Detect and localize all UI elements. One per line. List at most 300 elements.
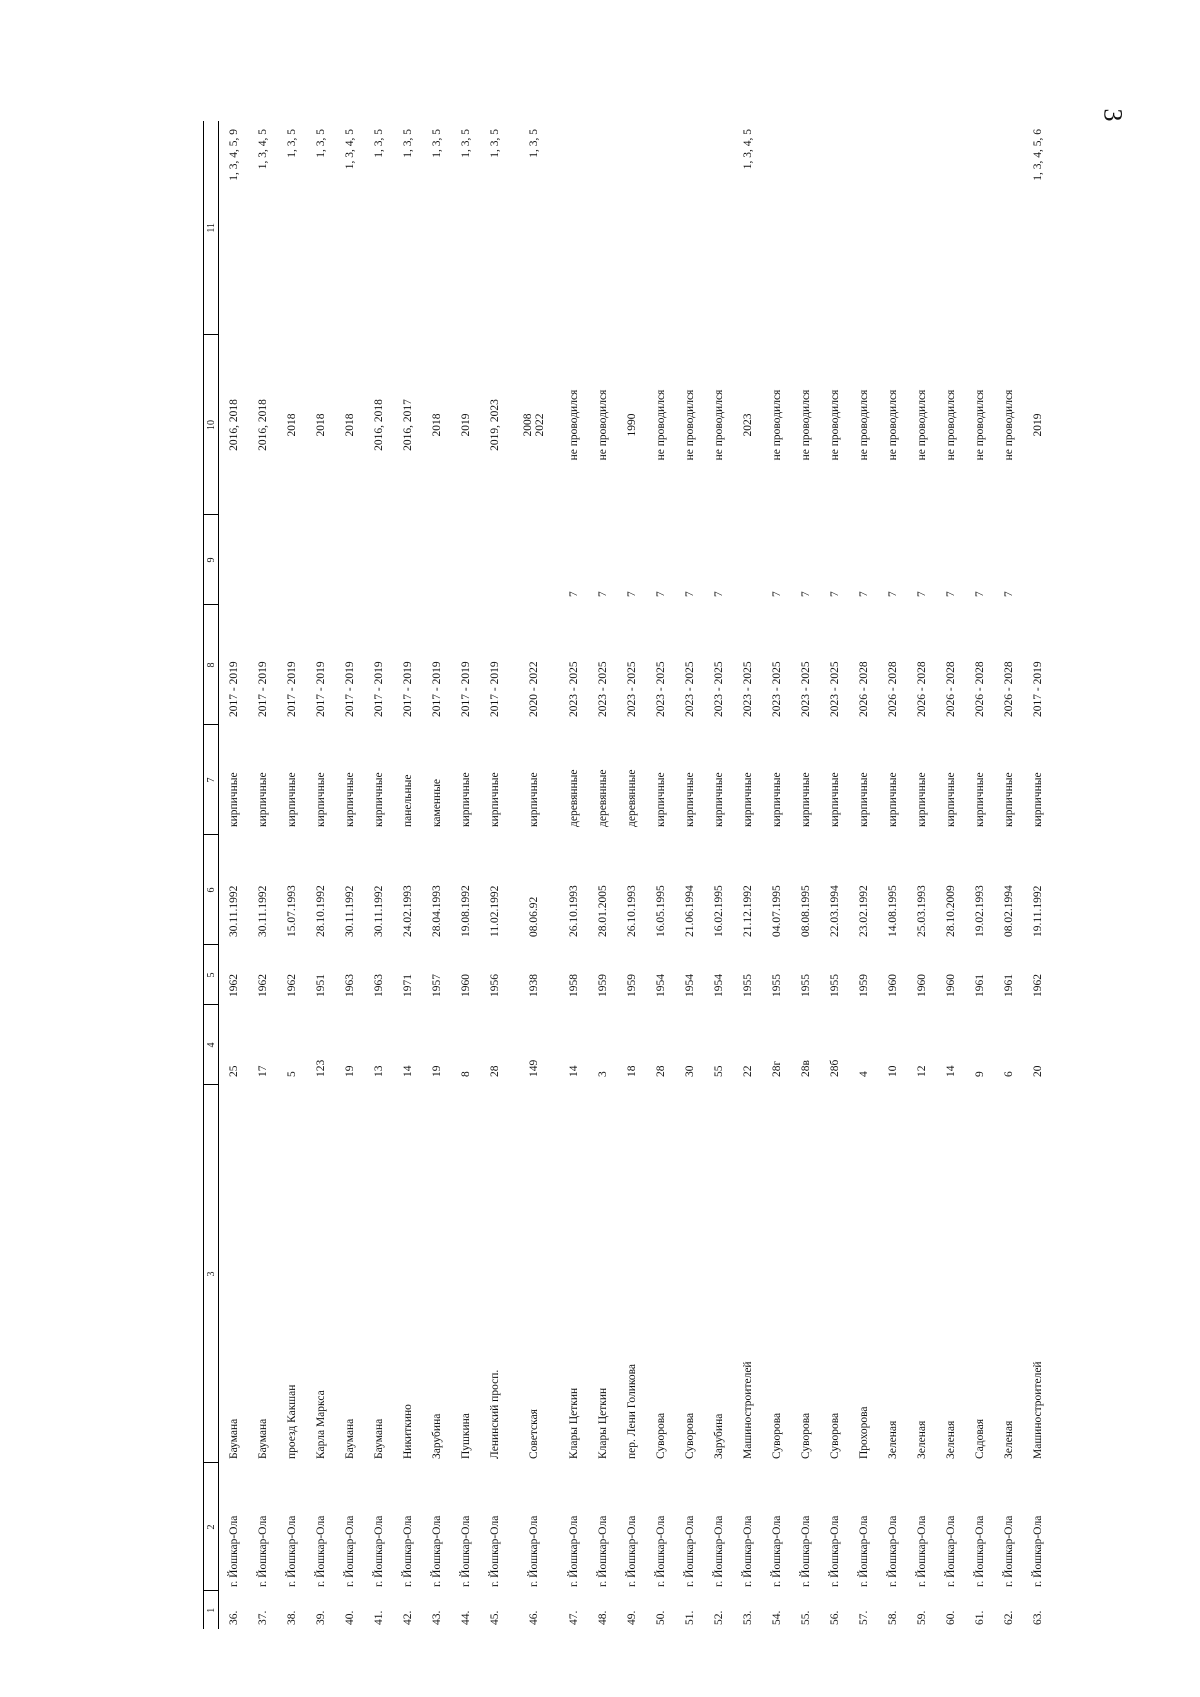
repair-period-cell: 2023 - 2025 — [828, 661, 841, 717]
build-year-cell: 1959 — [857, 974, 870, 997]
city-cell: г. Йошкар-Ола — [625, 1515, 638, 1587]
build-year-cell: 1955 — [770, 974, 783, 997]
date-cell: 19.11.1992 — [1031, 885, 1044, 937]
date-cell: 16.02.1995 — [712, 885, 725, 937]
city-cell: г. Йошкар-Ола — [828, 1515, 841, 1587]
line-part: 2022 — [534, 413, 546, 437]
last-repair-cell: 2016, 2018 — [372, 399, 385, 451]
repair-period-cell: 2023 - 2025 — [683, 661, 696, 717]
date-cell: 08.02.1994 — [1002, 885, 1015, 937]
table-row — [451, 121, 480, 1629]
column-header-9: 9 — [204, 515, 219, 605]
city-cell: г. Йошкар-Ола — [314, 1515, 327, 1587]
city-cell: г. Йошкар-Ола — [886, 1515, 899, 1587]
build-year-cell: 1955 — [741, 974, 754, 997]
last-repair-cell: 2018 — [343, 413, 356, 437]
wall-material-cell: кирпичные — [712, 772, 725, 827]
row-number: 50. — [654, 1610, 667, 1625]
work-types-cell: 1, 3, 4, 5, 6 — [1031, 129, 1044, 181]
house-number-cell: 22 — [741, 1065, 754, 1077]
street-cell: Карла Маркса — [314, 1390, 327, 1459]
rotated-table-container — [203, 121, 1044, 1629]
date-cell: 19.02.1993 — [973, 885, 986, 937]
wall-material-cell: кирпичные — [915, 772, 928, 827]
last-repair-cell — [509, 335, 559, 515]
city-cell: г. Йошкар-Ола — [770, 1515, 783, 1587]
table-row — [219, 121, 249, 1629]
wall-material-cell: деревянные — [625, 769, 638, 827]
city-cell: г. Йошкар-Ола — [741, 1515, 754, 1587]
city-cell: г. Йошкар-Ола — [973, 1515, 986, 1587]
build-year-cell: 1954 — [683, 974, 696, 997]
row-number: 55. — [799, 1610, 812, 1625]
table-row — [733, 121, 762, 1629]
house-number-cell: 28б — [828, 1059, 841, 1077]
repair-period-cell: 2017 - 2019 — [343, 661, 356, 717]
last-repair-cell: 2019 — [1031, 413, 1044, 437]
repair-period-cell: 2023 - 2025 — [799, 661, 812, 717]
row-number: 62. — [1002, 1610, 1015, 1625]
street-cell: Садовая — [973, 1418, 986, 1459]
city-cell: г. Йошкар-Ола — [712, 1515, 725, 1587]
repair-period-cell: 2023 - 2025 — [712, 661, 725, 717]
house-number-cell: 123 — [314, 1059, 327, 1077]
date-cell: 28.01.2005 — [596, 885, 609, 937]
date-cell: 26.10.1993 — [567, 885, 580, 937]
house-number-cell: 8 — [459, 1071, 472, 1077]
col9-cell: 7 — [944, 591, 957, 597]
wall-material-cell: кирпичные — [654, 772, 667, 827]
wall-material-cell: кирпичные — [227, 772, 240, 827]
city-cell: г. Йошкар-Ола — [430, 1515, 443, 1587]
house-number-cell: 9 — [973, 1071, 986, 1077]
wall-material-cell: деревянные — [596, 769, 609, 827]
date-cell: 19.08.1992 — [459, 885, 472, 937]
row-number: 51. — [683, 1610, 696, 1625]
col9-cell: 7 — [712, 591, 725, 597]
work-types-cell — [994, 121, 1023, 335]
row-number: 58. — [886, 1610, 899, 1625]
wall-material-cell: кирпичные — [770, 772, 783, 827]
col9-cell: 7 — [683, 591, 696, 597]
city-cell: г. Йошкар-Ола — [227, 1515, 240, 1587]
repair-period-cell: 2026 - 2028 — [915, 661, 928, 717]
street-cell: Клары Цеткин — [567, 1387, 580, 1459]
city-cell: г. Йошкар-Ола — [1031, 1515, 1044, 1587]
city-cell: г. Йошкар-Ола — [488, 1515, 501, 1587]
street-cell: Суворова — [770, 1412, 783, 1459]
repair-period-cell: 2023 - 2025 — [567, 661, 580, 717]
street-cell: Баумана — [372, 1418, 385, 1459]
table-row — [248, 121, 277, 1629]
table-row — [617, 121, 646, 1629]
city-cell: г. Йошкар-Ола — [915, 1515, 928, 1587]
build-year-cell: 1962 — [227, 974, 240, 997]
build-year-cell: 1958 — [567, 974, 580, 997]
last-repair-cell: не проводился — [915, 389, 928, 461]
build-year-cell: 1954 — [654, 974, 667, 997]
build-year-cell: 1962 — [1031, 974, 1044, 997]
col9-cell: 7 — [596, 591, 609, 597]
repair-period-cell: 2023 - 2025 — [625, 661, 638, 717]
col9-cell: 7 — [1002, 591, 1015, 597]
repair-period-cell: 2026 - 2028 — [944, 661, 957, 717]
table-row — [878, 121, 907, 1629]
wall-material-cell: кирпичные — [886, 772, 899, 827]
date-cell: 23.02.1992 — [857, 885, 870, 937]
city-cell: г. Йошкар-Ола — [256, 1515, 269, 1587]
work-types-cell: 1, 3, 5 — [528, 129, 540, 158]
house-number-cell: 28 — [488, 1065, 501, 1077]
table-row — [907, 121, 936, 1629]
work-types-cell — [704, 121, 733, 335]
column-header-11: 11 — [204, 121, 219, 335]
house-number-cell: 18 — [625, 1065, 638, 1077]
col9-cell: 7 — [625, 591, 638, 597]
wall-material-cell: кирпичные — [343, 772, 356, 827]
build-year-cell: 1962 — [256, 974, 269, 997]
repair-period-cell: 2026 - 2028 — [973, 661, 986, 717]
date-cell: 08.08.1995 — [799, 885, 812, 937]
city-cell: г. Йошкар-Ола — [459, 1515, 472, 1587]
table-row — [422, 121, 451, 1629]
col9-cell — [393, 515, 422, 605]
repair-period-cell: 2017 - 2019 — [227, 661, 240, 717]
street-cell: Зеленая — [1002, 1420, 1015, 1459]
work-types-cell: 1, 3, 5 — [372, 129, 385, 158]
table-row — [994, 121, 1023, 1629]
last-repair-cell: 2018 — [314, 413, 327, 437]
house-number-cell: 5 — [285, 1071, 298, 1077]
last-repair-cell: 2016, 2018 — [256, 399, 269, 451]
build-year-cell: 1960 — [886, 974, 899, 997]
col9-cell: 7 — [654, 591, 667, 597]
city-cell: г. Йошкар-Ола — [857, 1515, 870, 1587]
col9-cell — [335, 515, 364, 605]
build-year-cell: 1961 — [973, 974, 986, 997]
house-number-cell: 19 — [430, 1065, 443, 1077]
repair-period-cell: 2023 - 2025 — [654, 661, 667, 717]
wall-material-cell: каменные — [430, 778, 443, 827]
house-number-cell: 14 — [401, 1065, 414, 1077]
table-row — [559, 121, 588, 1629]
street-cell: Советская — [528, 1409, 540, 1459]
house-number-cell: 10 — [886, 1065, 899, 1077]
house-number-cell: 6 — [1002, 1071, 1015, 1077]
table-row — [335, 121, 364, 1629]
row-number: 38. — [285, 1610, 298, 1625]
date-cell: 24.02.1993 — [401, 885, 414, 937]
row-number: 57. — [857, 1610, 870, 1625]
row-number: 47. — [567, 1610, 580, 1625]
wall-material-cell: кирпичные — [314, 772, 327, 827]
build-year-cell: 1962 — [285, 974, 298, 997]
work-types-cell — [646, 121, 675, 335]
house-number-cell: 28 — [654, 1065, 667, 1077]
wall-material-cell: кирпичные — [944, 772, 957, 827]
street-cell: Суворова — [683, 1412, 696, 1459]
repair-period-cell: 2026 - 2028 — [886, 661, 899, 717]
date-cell: 25.03.1993 — [915, 885, 928, 937]
last-repair-cell: 2018 — [430, 413, 443, 437]
table-row — [936, 121, 965, 1629]
row-number: 59. — [915, 1610, 928, 1625]
build-year-cell: 1956 — [488, 974, 501, 997]
col9-cell: 7 — [886, 591, 899, 597]
repair-period-cell: 2017 - 2019 — [430, 661, 443, 717]
repair-period-cell: 2023 - 2025 — [770, 661, 783, 717]
build-year-cell: 1955 — [799, 974, 812, 997]
line-part: 2008 — [522, 413, 534, 437]
last-repair-cell: 2023 — [741, 413, 754, 437]
work-types-cell: 1, 3, 4, 5 — [256, 129, 269, 170]
col9-cell: 7 — [770, 591, 783, 597]
house-number-cell: 30 — [683, 1065, 696, 1077]
street-cell: Машиностроителей — [1031, 1361, 1044, 1459]
col9-cell: 7 — [857, 591, 870, 597]
column-header-3: 3 — [204, 1085, 219, 1463]
work-types-cell — [762, 121, 791, 335]
last-repair-cell: не проводился — [654, 389, 667, 461]
page-number: 3 — [1098, 108, 1128, 122]
table-row — [480, 121, 509, 1629]
date-cell: 04.07.1995 — [770, 885, 783, 937]
col9-cell — [451, 515, 480, 605]
buildings-table — [203, 121, 1052, 1629]
row-number: 53. — [741, 1610, 754, 1625]
work-types-cell: 1, 3, 5 — [459, 129, 472, 158]
row-number: 49. — [625, 1610, 638, 1625]
house-number-cell: 19 — [343, 1065, 356, 1077]
city-cell: г. Йошкар-Ола — [654, 1515, 667, 1587]
build-year-cell: 1963 — [343, 974, 356, 997]
row-number: 43. — [430, 1610, 443, 1625]
street-cell: Прохорова — [857, 1406, 870, 1459]
last-repair-cell: не проводился — [712, 389, 725, 461]
date-cell: 15.07.1993 — [285, 885, 298, 937]
city-cell: г. Йошкар-Ола — [799, 1515, 812, 1587]
wall-material-cell: кирпичные — [973, 772, 986, 827]
col9-cell — [306, 515, 335, 605]
table-row — [364, 121, 393, 1629]
city-cell: г. Йошкар-Ола — [372, 1515, 385, 1587]
house-number-cell: 25 — [227, 1065, 240, 1077]
last-repair-cell: 2019, 2023 — [488, 399, 501, 451]
col9-cell: 7 — [915, 591, 928, 597]
city-cell: г. Йошкар-Ола — [401, 1515, 414, 1587]
street-cell: Пушкина — [459, 1413, 472, 1459]
repair-period-cell: 2023 - 2025 — [741, 661, 754, 717]
last-repair-cell: 2016, 2018 — [227, 399, 240, 451]
build-year-cell: 1961 — [1002, 974, 1015, 997]
date-cell: 30.11.1992 — [343, 885, 356, 937]
street-cell: Зеленая — [944, 1420, 957, 1459]
row-number: 39. — [314, 1610, 327, 1625]
table-row — [965, 121, 994, 1629]
work-types-cell: 1, 3, 5 — [285, 129, 298, 158]
col9-cell — [219, 515, 249, 605]
wall-material-cell: кирпичные — [528, 772, 540, 827]
row-number: 36. — [227, 1610, 240, 1625]
repair-period-cell: 2020 - 2022 — [528, 661, 540, 717]
wall-material-cell: кирпичные — [488, 772, 501, 827]
wall-material-cell: кирпичные — [683, 772, 696, 827]
column-header-5: 5 — [204, 945, 219, 1005]
city-cell: г. Йошкар-Ола — [1002, 1515, 1015, 1587]
date-cell: 30.11.1992 — [256, 885, 269, 937]
last-repair-cell: не проводился — [973, 389, 986, 461]
column-header-1: 1 — [204, 1591, 219, 1629]
city-cell: г. Йошкар-Ола — [285, 1515, 298, 1587]
row-number: 45. — [488, 1610, 501, 1625]
col9-cell — [1023, 515, 1052, 605]
repair-period-cell: 2017 - 2019 — [285, 661, 298, 717]
work-types-cell: 1, 3, 5 — [430, 129, 443, 158]
wall-material-cell: кирпичные — [285, 772, 298, 827]
work-types-cell — [849, 121, 878, 335]
table-row — [675, 121, 704, 1629]
build-year-cell: 1954 — [712, 974, 725, 997]
build-year-cell: 1960 — [944, 974, 957, 997]
table-row — [646, 121, 675, 1629]
wall-material-cell: кирпичные — [372, 772, 385, 827]
date-cell: 30.11.1992 — [372, 885, 385, 937]
date-cell: 28.10.2009 — [944, 885, 957, 937]
work-types-cell — [675, 121, 704, 335]
table-row — [704, 121, 733, 1629]
table-row — [509, 121, 559, 1629]
date-cell: 11.02.1992 — [488, 885, 501, 937]
city-cell: г. Йошкар-Ола — [528, 1515, 540, 1587]
table-row — [820, 121, 849, 1629]
house-number-cell: 55 — [712, 1065, 725, 1077]
work-types-cell — [878, 121, 907, 335]
wall-material-cell: кирпичные — [1031, 772, 1044, 827]
col9-cell: 7 — [828, 591, 841, 597]
house-number-cell: 3 — [596, 1071, 609, 1077]
repair-period-cell: 2026 - 2028 — [1002, 661, 1015, 717]
table-row — [277, 121, 306, 1629]
col9-cell: 7 — [799, 591, 812, 597]
work-types-cell: 1, 3, 4, 5 — [343, 129, 356, 170]
street-cell: Зеленая — [886, 1420, 899, 1459]
house-number-cell: 14 — [567, 1065, 580, 1077]
col9-cell — [364, 515, 393, 605]
street-cell: Суворова — [799, 1412, 812, 1459]
last-repair-cell: не проводился — [857, 389, 870, 461]
wall-material-cell: кирпичные — [459, 772, 472, 827]
build-year-cell: 1959 — [596, 974, 609, 997]
row-number: 54. — [770, 1610, 783, 1625]
column-header-6: 6 — [204, 835, 219, 945]
street-cell: Зарубина — [712, 1413, 725, 1459]
column-header-7: 7 — [204, 725, 219, 835]
repair-period-cell: 2026 - 2028 — [857, 661, 870, 717]
table-body — [219, 121, 1053, 1629]
work-types-cell — [559, 121, 588, 335]
wall-material-cell: кирпичные — [799, 772, 812, 827]
last-repair-cell: 2018 — [285, 413, 298, 437]
city-cell: г. Йошкар-Ола — [944, 1515, 957, 1587]
last-repair-cell: не проводился — [828, 389, 841, 461]
work-types-cell — [791, 121, 820, 335]
work-types-cell: 1, 3, 5 — [314, 129, 327, 158]
build-year-cell: 1957 — [430, 974, 443, 997]
row-number: 52. — [712, 1610, 725, 1625]
column-header-8: 8 — [204, 605, 219, 725]
repair-period-cell: 2017 - 2019 — [372, 661, 385, 717]
wall-material-cell: деревянные — [567, 769, 580, 827]
wall-material-cell: кирпичные — [741, 772, 754, 827]
table-row — [306, 121, 335, 1629]
date-cell: 30.11.1992 — [227, 885, 240, 937]
build-year-cell: 1960 — [459, 974, 472, 997]
table-row — [588, 121, 617, 1629]
build-year-cell: 1960 — [915, 974, 928, 997]
table-row — [791, 121, 820, 1629]
col9-cell: 7 — [567, 591, 580, 597]
house-number-cell: 149 — [528, 1059, 540, 1077]
row-number: 41. — [372, 1610, 385, 1625]
last-repair-cell: не проводился — [770, 389, 783, 461]
street-cell: Зеленая — [915, 1420, 928, 1459]
col9-cell — [248, 515, 277, 605]
col9-cell — [509, 515, 559, 605]
table-row — [1023, 121, 1052, 1629]
work-types-cell — [588, 121, 617, 335]
row-number: 37. — [256, 1610, 269, 1625]
street-cell: Суворова — [828, 1412, 841, 1459]
work-types-cell — [936, 121, 965, 335]
repair-period-cell: 2017 - 2019 — [314, 661, 327, 717]
date-cell: 16.05.1995 — [654, 885, 667, 937]
work-types-cell: 1, 3, 4, 5 — [741, 129, 754, 170]
street-cell: пер. Лени Голикова — [625, 1363, 638, 1459]
column-number-header-row — [204, 121, 219, 1629]
work-types-cell — [617, 121, 646, 335]
row-number: 46. — [528, 1610, 540, 1625]
street-cell: Баумана — [227, 1418, 240, 1459]
row-number: 48. — [596, 1610, 609, 1625]
col9-cell — [422, 515, 451, 605]
house-number-cell: 12 — [915, 1065, 928, 1077]
date-cell: 21.06.1994 — [683, 885, 696, 937]
work-types-cell: 1, 3, 4, 5, 9 — [227, 129, 240, 181]
build-year-cell: 1951 — [314, 974, 327, 997]
row-number: 61. — [973, 1610, 986, 1625]
city-cell: г. Йошкар-Ола — [596, 1515, 609, 1587]
city-cell: г. Йошкар-Ола — [343, 1515, 356, 1587]
col9-cell — [277, 515, 306, 605]
build-year-cell: 1955 — [828, 974, 841, 997]
table-row — [393, 121, 422, 1629]
date-cell: 08.06.92 — [528, 896, 540, 937]
date-cell: 28.10.1992 — [314, 885, 327, 937]
last-repair-cell: 2016, 2017 — [401, 399, 414, 451]
date-cell: 22.03.1994 — [828, 885, 841, 937]
table-row — [762, 121, 791, 1629]
street-cell: Баумана — [343, 1418, 356, 1459]
row-number: 44. — [459, 1610, 472, 1625]
last-repair-cell: не проводился — [944, 389, 957, 461]
last-repair-cell: 1990 — [625, 413, 638, 437]
wall-material-cell: панельные — [401, 774, 414, 827]
house-number-cell: 14 — [944, 1065, 957, 1077]
work-types-cell: 1, 3, 5 — [488, 129, 501, 158]
row-number: 40. — [343, 1610, 356, 1625]
house-number-cell: 28г — [770, 1060, 783, 1077]
wall-material-cell: кирпичные — [256, 772, 269, 827]
